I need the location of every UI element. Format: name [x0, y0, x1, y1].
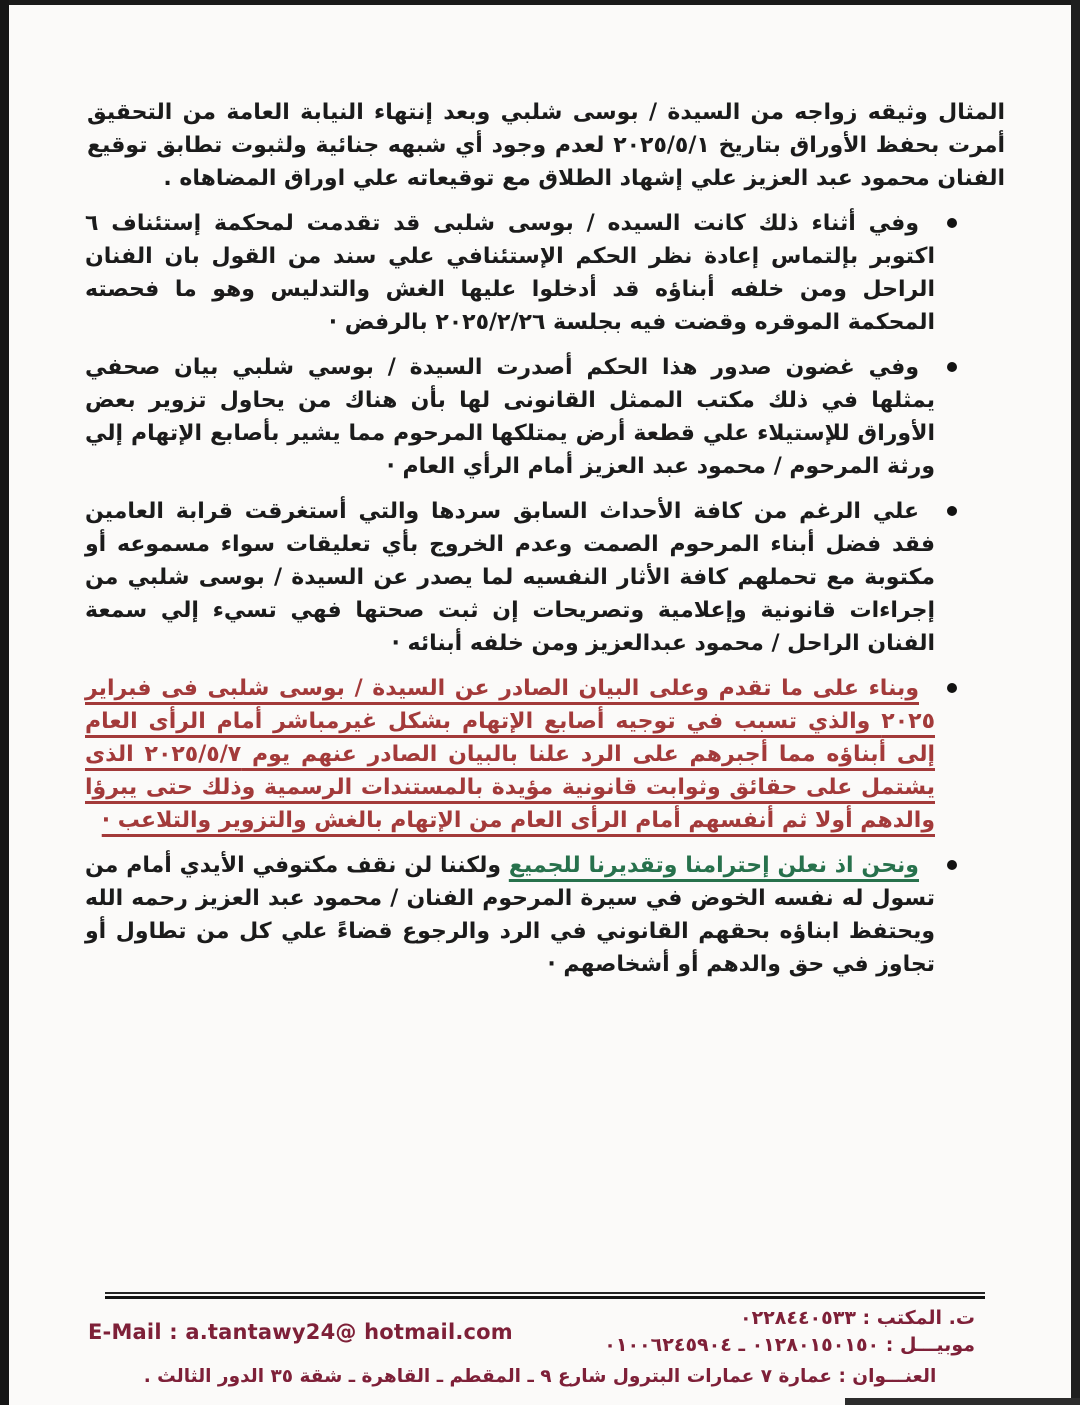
bullet-icon — [947, 506, 957, 516]
letterhead-footer — [0, 1292, 1080, 1387]
paragraph-appeal-rejection — [85, 207, 935, 339]
scan-edge-right — [1071, 0, 1080, 1405]
mobile-phone-line: موبيـــل : ٠١٢٨٠١٥٠١٥٠ ـ ٠١٠٠٦٢٤٥٩٠٤ — [604, 1334, 975, 1356]
bullet-icon — [947, 218, 957, 228]
paragraph-red-response — [85, 672, 935, 837]
office-address-line: العنـــوان : عمارة ٧ عمارات البترول شارع ٩ ـ المقطم ـ القاهرة ـ شقة ٣٥ الدور الثالث . — [143, 1366, 937, 1387]
bullet-icon — [947, 683, 957, 693]
phone-numbers-block — [604, 1305, 975, 1359]
paragraph-text: وفي أثناء ذلك كانت السيده / بوسى شلبى قد تقدمت لمحكمة إستئناف ٦ اكتوبر بإلتماس إعادة نظر الحكم الإستئنافي علي سند من القول بان الفنان الراحل ومن خلفه أبناؤه قد أدخلوا عليها الغش والتدليس وهو ما فحصته المحكمة الموقره وقضت فيه بجلسة ٢٠٢٥/٢/٢٦ بالرفض · — [85, 211, 935, 335]
footer-contact-row — [0, 1305, 1080, 1359]
email-address: E-Mail : a.tantawy24@ hotmail.com — [88, 1320, 513, 1344]
footer-double-rule — [105, 1292, 985, 1299]
scan-edge-bottom — [845, 1398, 1080, 1405]
scan-edge-top — [0, 0, 1080, 5]
paragraph-text: علي الرغم من كافة الأحداث السابق سردها والتي أستغرقت قرابة العامين فقد فضل أبناء المرحوم الصمت وعدم الخروج بأي تعليقات سواء مسموعه أو مكتوبة مع تحملهم كافة الأثار النفسيه لما يصدر عن السيدة / بوسى شلبي من إجراءات قانونية وإعلامية وتصريحات إن ثبت صحتها فهي تسيء إلي سمعة الفنان الراحل / محمود عبدالعزيز ومن خلفه أبنائه · — [85, 499, 935, 656]
bullet-icon — [947, 362, 957, 372]
office-phone-line: ت. المكتب : ٠٢٢٨٤٤٠٥٣٣ — [739, 1307, 975, 1329]
paragraph-intro-continuation: المثال وثيقه زواجه من السيدة / بوسى شلبي وبعد إنتهاء النيابة العامة من التحقيق أمرت بحفظ الأوراق بتاريخ ٢٠٢٥/٥/١ لعدم وجود أي شبهه جنائية ولثبوت تطابق توقيع الفنان محمود عبد العزيز علي إشهاد الطلاق مع توقيعاته علي اوراق المضاهاه . — [87, 100, 1005, 191]
paragraph-segment-green-underlined: ونحن اذ نعلن إحترامنا وتقديرنا للجميع — [508, 853, 919, 878]
paragraph-closing-warning — [85, 849, 935, 981]
paragraph-segment-black: ولكننا لن نقف مكتوفي الأيدي أمام من تسول له نفسه الخوض في سيرة المرحوم الفنان / محمود عبد العزيز رحمه الله ويحتفظ ابناؤه بحقهم القانوني في الرد والرجوع قضاءً علي كل من تطاول أو تجاوز في حق والدهم أو أشخاصهم · — [85, 853, 935, 977]
paragraph-family-silence — [85, 495, 935, 660]
bullet-icon — [947, 860, 957, 870]
paragraph-press-statement — [85, 351, 935, 483]
paragraph-text: وفي غضون صدور هذا الحكم أصدرت السيدة / بوسي شلبي بيان صحفي يمثلها في ذلك مكتب الممثل القانونى لها بأن هناك من يحاول تزوير بعض الأوراق للإستيلاء علي قطعة أرض يمتلكها المرحوم مما يشير بأصابع الإتهام إلي ورثة المرحوم / محمود عبد العزيز أمام الرأي العام · — [85, 355, 935, 479]
paragraph-text-red-underlined: وبناء على ما تقدم وعلى البيان الصادر عن السيدة / بوسى شلبى فى فبراير ٢٠٢٥ والذي تسبب في توجيه أصابع الإتهام بشكل غيرمباشر أمام الرأى العام إلى أبناؤه مما أجبرهم على الرد علنا بالبيان الصادر عنهم يوم ٢٠٢٥/٥/٧ الذى يشتمل على حقائق وثوابت قانونية مؤيدة بالمستندات الرسمية وذلك حتى يبرؤا والدهم أولا ثم أنفسهم أمام الرأى العام من الإتهام بالغش والتزوير والتلاعب · — [85, 676, 935, 833]
document-body — [85, 96, 1005, 993]
scan-edge-left — [0, 0, 9, 1405]
